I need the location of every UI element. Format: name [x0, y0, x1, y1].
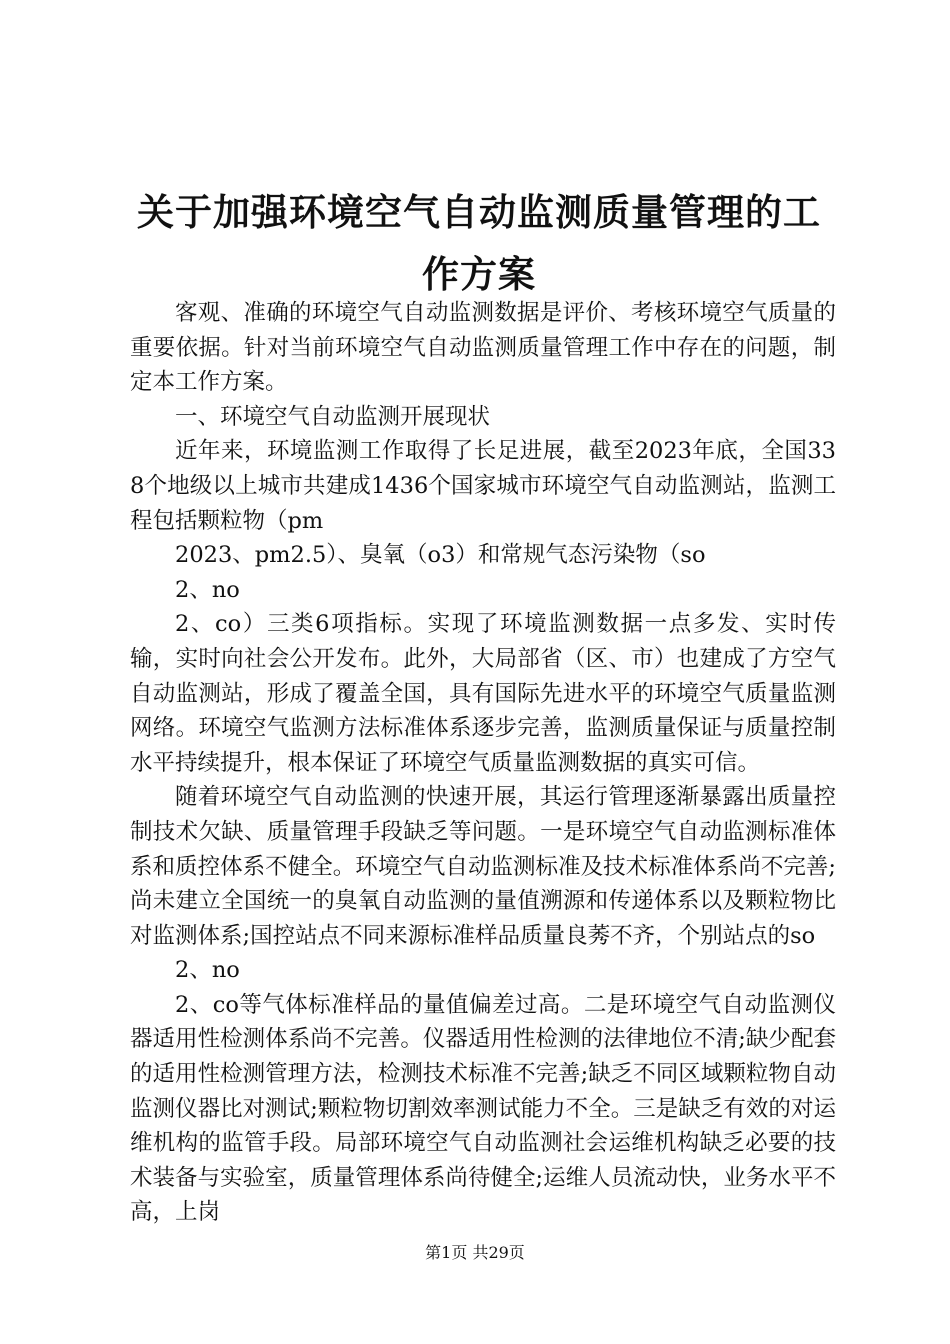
paragraph: 2、no	[175, 576, 240, 603]
paragraph: 近年来，环境监测工作取得了长足进展，截至2023年底，全国338个地级以上城市共建成1436个国家城市环境空气自动监测站，监测工程包括颗粒物（pm	[130, 438, 836, 534]
paragraph: 2、no	[175, 957, 240, 984]
paragraph: 客观、准确的环境空气自动监测数据是评价、考核环境空气质量的重要依据。针对当前环境空气自动监测质量管理工作中存在的问题，制定本工作方案。	[130, 300, 836, 396]
paragraph: 2、co）三类6项指标。实现了环境监测数据一点多发、实时传输，实时向社会公开发布。此外，大局部省（区、市）也建成了方空气自动监测站，形成了覆盖全国，具有国际先进水平的环境空气质量监测网络。环境空气监测方法标准体系逐步完善，监测质量保证与质量控制水平持续提升，根本保证了环境空气质量监测数据的真实可信。	[130, 611, 836, 776]
document-body	[130, 296, 836, 1230]
paragraph: 随着环境空气自动监测的快速开展，其运行管理逐渐暴露出质量控制技术欠缺、质量管理手段缺乏等问题。一是环境空气自动监测标准体系和质控体系不健全。环境空气自动监测标准及技术标准体系尚不完善;尚未建立全国统一的臭氧自动监测的量值溯源和传递体系以及颗粒物比对监测体系;国控站点不同来源标准样品质量良莠不齐，个别站点的so	[130, 784, 836, 949]
page-footer: 第1页 共29页	[425, 1243, 525, 1262]
paragraph: 2、co等气体标准样品的量值偏差过高。二是环境空气自动监测仪器适用性检测体系尚不完善。仪器适用性检测的法律地位不清;缺少配套的适用性检测管理方法，检测技术标准不完善;缺乏不同区域颗粒物自动监测仪器比对测试;颗粒物切割效率测试能力不全。三是缺乏有效的对运维机构的监管手段。局部环境空气自动监测社会运维机构缺乏必要的技术装备与实验室，质量管理体系尚待健全;运维人员流动快，业务水平不高，上岗	[130, 991, 836, 1226]
document-title: 关于加强环境空气自动监测质量管理的工作方案	[137, 191, 821, 296]
paragraph: 2023、pm2.5）、臭氧（o3）和常规气态污染物（so	[175, 542, 706, 569]
section-heading: 一、环境空气自动监测开展现状	[175, 403, 491, 430]
